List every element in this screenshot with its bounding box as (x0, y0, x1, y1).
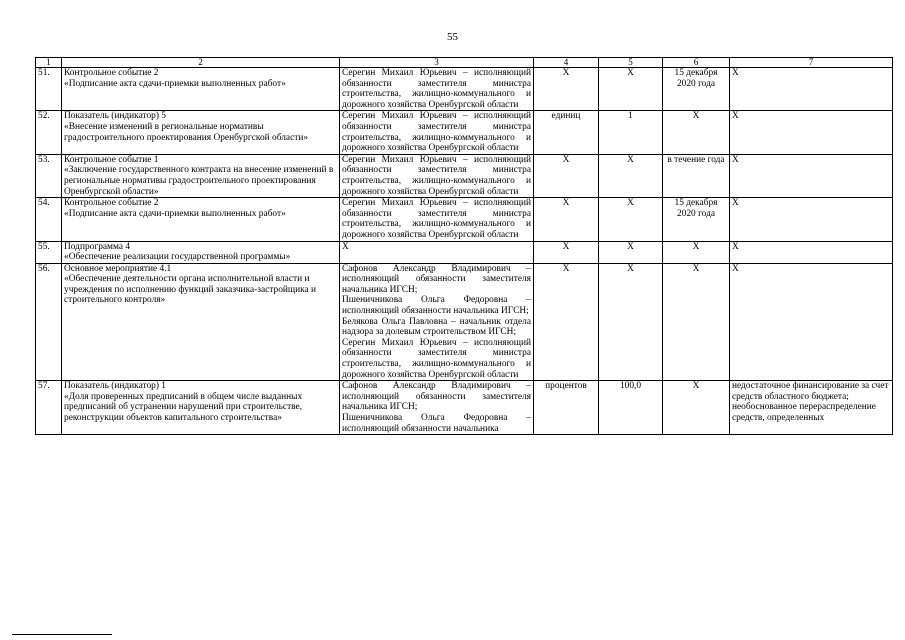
item-title: Основное мероприятие 4.1 (64, 263, 172, 274)
column-header: 4 (534, 58, 599, 68)
row-number-text: 53. (38, 154, 50, 165)
risk-text: X (732, 241, 739, 252)
row-number (36, 241, 62, 263)
plan-value: 1 (628, 111, 633, 122)
deadline-value: X (692, 263, 700, 274)
risks-cell (730, 111, 893, 154)
deadline-cell (663, 381, 730, 435)
unit-cell (534, 68, 599, 111)
unit-value: X (562, 68, 570, 78)
responsible-person: Серегин Михаил Юрьевич – исполняющий обязанности заместителя министра строительства, жилищно-коммунального и дорожного хозяйства Оренбургской области (342, 198, 531, 240)
risk-text: X (732, 111, 739, 122)
row-number (36, 111, 62, 154)
responsible-persons (340, 381, 534, 435)
unit-cell (534, 241, 599, 263)
deadline-value: X (692, 241, 700, 252)
risks-cell (730, 198, 893, 241)
unit-value: X (562, 263, 570, 274)
item-description (62, 241, 340, 263)
risks-cell (730, 154, 893, 197)
column-header: 3 (340, 58, 534, 68)
unit-value: процентов (545, 381, 587, 392)
column-header: 5 (599, 58, 663, 68)
unit-cell (534, 381, 599, 435)
risk-text: необоснованное перераспределение средств, определенных (732, 402, 876, 423)
item-subtitle: «Подписание акта сдачи-приемки выполненных работ» (64, 78, 286, 89)
item-subtitle: «Подписание акта сдачи-приемки выполненных работ» (64, 208, 286, 219)
plan-value-cell (599, 241, 663, 263)
unit-value: X (562, 198, 570, 209)
row-number-text: 51. (38, 68, 50, 78)
plan-value-cell (599, 111, 663, 154)
responsible-person: Серегин Михаил Юрьевич – исполняющий обязанности заместителя министра строительства, жилищно-коммунального и дорожного хозяйства Оренбургской области (342, 154, 531, 197)
column-header: 7 (730, 58, 893, 68)
item-subtitle: «Заключение государственного контракта на внесение изменений в региональные нормативы градостроительного проектирования Оренбургской области» (64, 165, 334, 197)
responsible-persons (340, 263, 534, 381)
footnote-rule (12, 634, 112, 635)
item-subtitle: «Обеспечение деятельности органа исполнительной власти и учреждения по исполнению функций заказчика-застройщика и строительного контроля» (64, 274, 317, 306)
item-title: Контрольное событие 2 (64, 198, 159, 209)
responsible-person: Серегин Михаил Юрьевич – исполняющий обязанности заместителя министра строительства, жилищно-коммунального и дорожного хозяйства Оренбургской области (342, 337, 531, 380)
item-title: Контрольное событие 2 (64, 68, 159, 78)
responsible-person: Сафонов Александр Владимирович – исполняющий обязанности заместителя начальника ИГСН; (342, 381, 531, 413)
monitoring-table (35, 57, 893, 435)
responsible-person: Сафонов Александр Владимирович – исполняющий обязанности заместителя начальника ИГСН; (342, 263, 531, 295)
risks-cell (730, 381, 893, 435)
plan-value: X (627, 263, 634, 274)
plan-value: X (627, 68, 634, 78)
row-number (36, 154, 62, 197)
table-row (36, 68, 893, 111)
column-header: 6 (663, 58, 730, 68)
responsible-persons (340, 68, 534, 111)
item-description (62, 154, 340, 197)
deadline-cell (663, 263, 730, 381)
plan-value-cell (599, 263, 663, 381)
unit-cell (534, 111, 599, 154)
row-number-text: 55. (38, 241, 50, 252)
row-number (36, 263, 62, 381)
responsible-persons (340, 198, 534, 241)
plan-value: 100,0 (619, 381, 642, 392)
row-number-text: 56. (38, 263, 50, 274)
deadline-cell (663, 241, 730, 263)
plan-value-cell (599, 381, 663, 435)
item-description (62, 111, 340, 154)
responsible-persons (340, 241, 534, 263)
risk-text: X (732, 198, 739, 209)
deadline-cell (663, 198, 730, 241)
row-number (36, 68, 62, 111)
page-number: 55 (447, 31, 458, 43)
column-number-row (36, 58, 893, 68)
item-title: Подпрограмма 4 (64, 241, 131, 252)
responsible-person: Белякова Ольга Павловна – начальник отдела надзора за долевым строительством ИГСН; (342, 316, 531, 338)
row-number-text: 52. (38, 111, 50, 122)
unit-cell (534, 154, 599, 197)
plan-value-cell (599, 154, 663, 197)
responsible-person: Пшеничникова Ольга Федоровна – исполняющий обязанности начальника ИГСН; (342, 295, 531, 317)
responsible-person: X (342, 241, 349, 252)
deadline-value: 15 декабря 2020 года (674, 198, 718, 219)
unit-value: X (562, 154, 570, 165)
item-description (62, 381, 340, 435)
unit-cell (534, 263, 599, 381)
table-row (36, 154, 893, 197)
item-description (62, 68, 340, 111)
plan-value-cell (599, 198, 663, 241)
item-subtitle: «Обеспечение реализации государственной программы» (64, 252, 291, 263)
item-title: Показатель (индикатор) 5 (64, 111, 166, 122)
responsible-persons (340, 111, 534, 154)
deadline-value: X (692, 111, 700, 122)
responsible-person: Серегин Михаил Юрьевич – исполняющий обязанности заместителя министра строительства, жилищно-коммунального и дорожного хозяйства Оренбургской области (342, 111, 531, 154)
plan-value: X (627, 198, 634, 209)
unit-cell (534, 198, 599, 241)
table-row (36, 198, 893, 241)
deadline-value: в течение года (667, 154, 725, 165)
deadline-value: X (692, 381, 700, 392)
table-row (36, 381, 893, 435)
unit-value: единиц (551, 111, 581, 122)
item-subtitle: «Внесение изменений в региональные нормативы градостроительного проектирования Оренбургской области» (64, 121, 309, 143)
row-number (36, 198, 62, 241)
risks-cell (730, 241, 893, 263)
plan-value: X (627, 154, 634, 165)
column-header: 2 (62, 58, 340, 68)
row-number-text: 57. (38, 381, 50, 392)
risk-text: X (732, 263, 739, 274)
item-description (62, 263, 340, 381)
unit-value: X (562, 241, 570, 252)
plan-value-cell (599, 68, 663, 111)
deadline-cell (663, 154, 730, 197)
responsible-person: Серегин Михаил Юрьевич – исполняющий обязанности заместителя министра строительства, жилищно-коммунального и дорожного хозяйства Оренбургской области (342, 68, 531, 110)
table-row (36, 263, 893, 381)
risk-text: недостаточное финансирование за счет средств областного бюджета; (732, 381, 889, 402)
item-title: Контрольное событие 1 (64, 154, 159, 165)
row-number (36, 381, 62, 435)
table-row (36, 241, 893, 263)
deadline-cell (663, 68, 730, 111)
row-number-text: 54. (38, 198, 50, 209)
column-header: 1 (36, 58, 62, 68)
risk-text: X (732, 154, 739, 165)
responsible-person: Пшеничникова Ольга Федоровна – исполняющий обязанности начальника (342, 413, 531, 434)
item-subtitle: «Доля проверенных предписаний в общем числе выданных предписаний об устранении нарушений при строительстве, реконструкции объектов капитального строительства» (64, 391, 303, 423)
plan-value: X (627, 241, 634, 252)
risk-text: X (732, 68, 739, 78)
item-title: Показатель (индикатор) 1 (64, 381, 166, 392)
deadline-value: 15 декабря 2020 года (674, 68, 718, 89)
deadline-cell (663, 111, 730, 154)
item-description (62, 198, 340, 241)
table-row (36, 111, 893, 154)
risks-cell (730, 68, 893, 111)
responsible-persons (340, 154, 534, 197)
risks-cell (730, 263, 893, 381)
